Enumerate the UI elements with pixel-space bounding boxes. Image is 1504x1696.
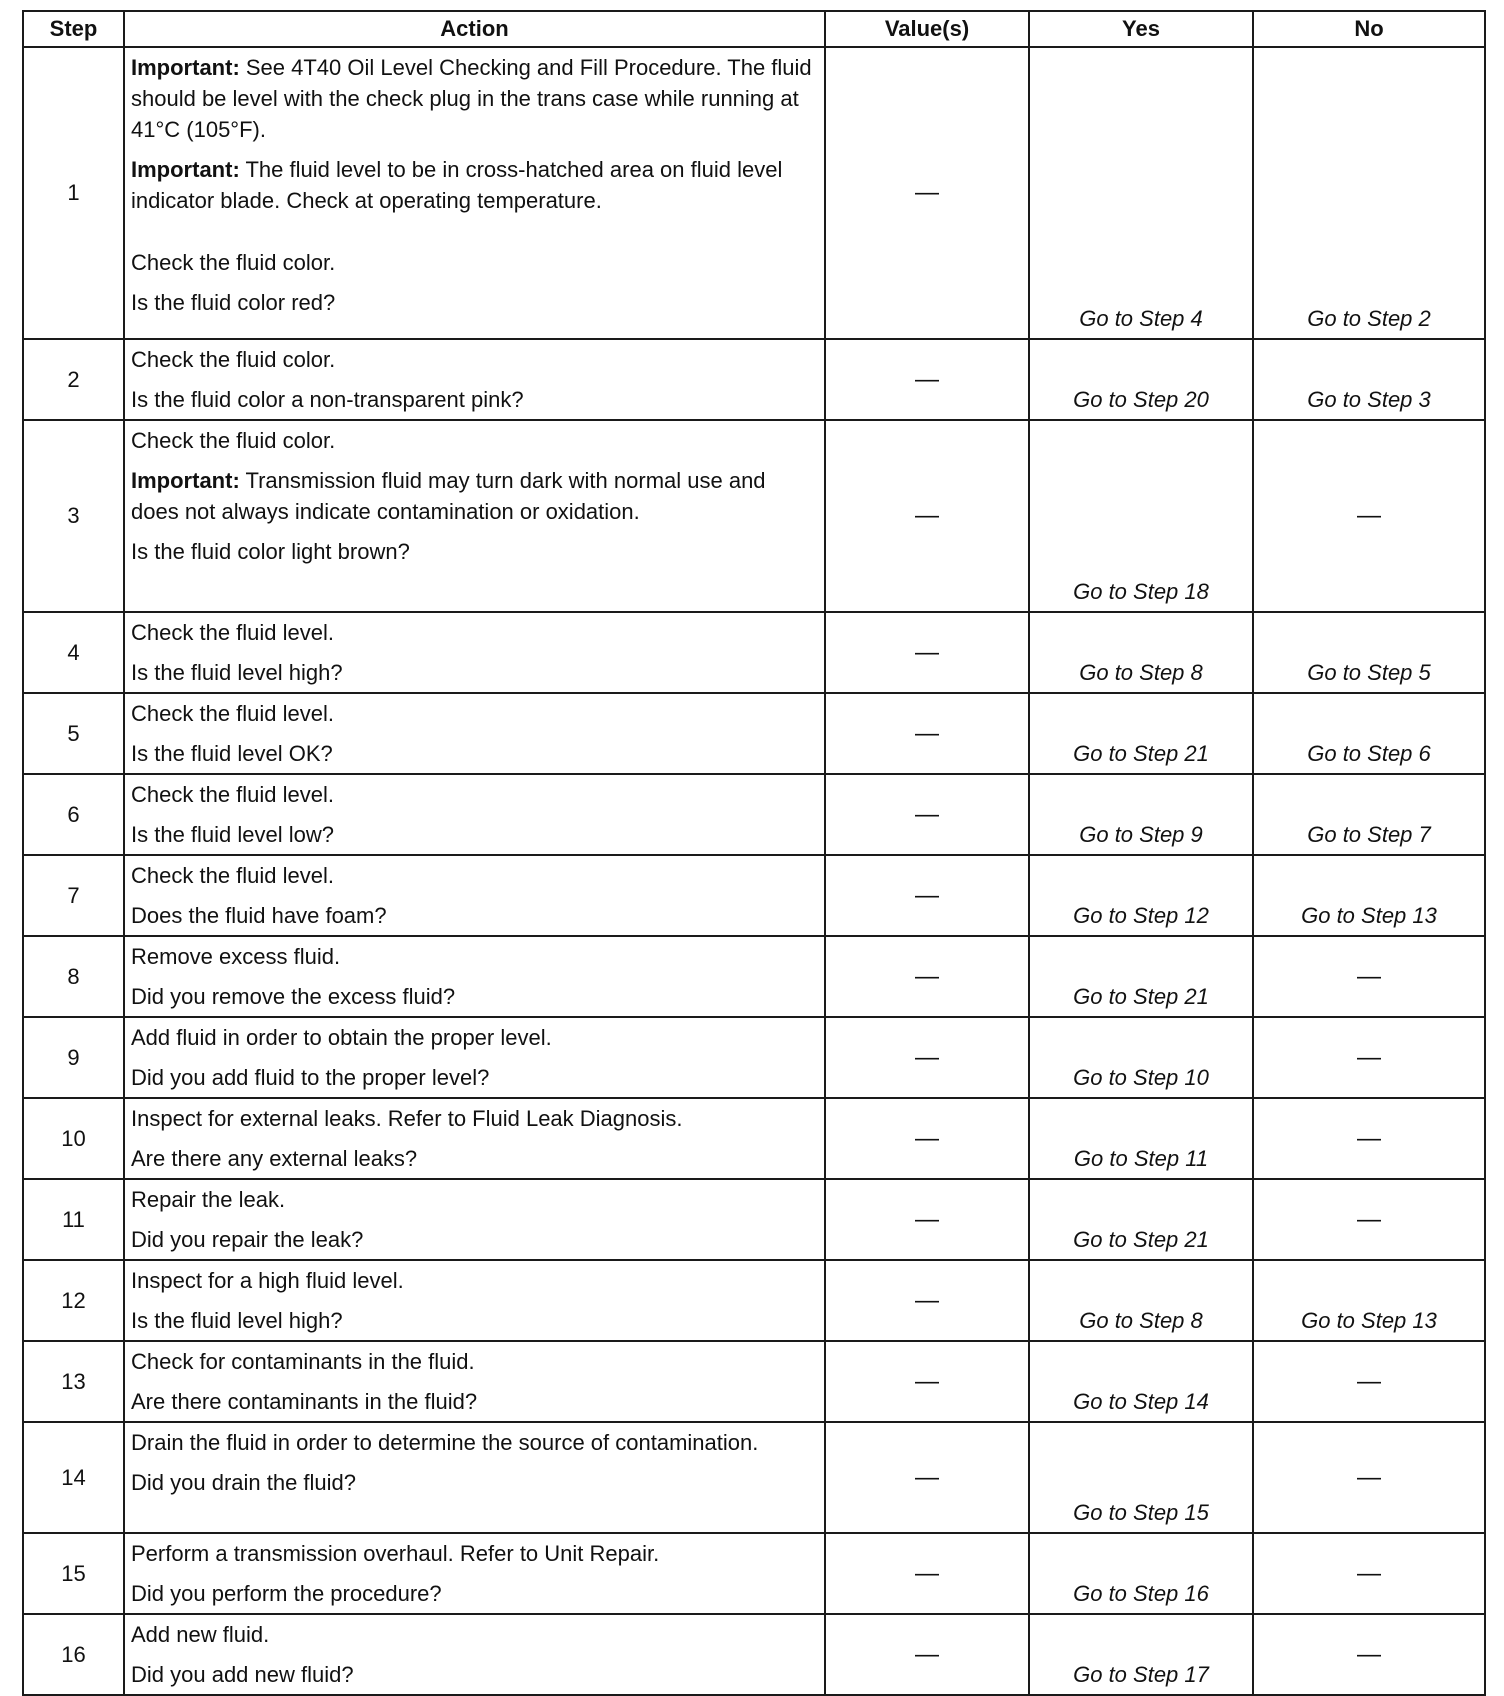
action-text: Remove excess fluid. — [131, 944, 341, 969]
question-text: Is the fluid level high? — [131, 660, 343, 685]
no-cell: Go to Step 13 — [1253, 855, 1485, 936]
action-cell — [124, 1341, 825, 1422]
action-cell — [124, 1179, 825, 1260]
important-note — [131, 52, 818, 145]
yes-cell: Go to Step 15 — [1029, 1422, 1253, 1533]
step-number: 12 — [23, 1260, 124, 1341]
header-step: Step — [23, 11, 124, 47]
table-row — [23, 612, 1485, 693]
header-values: Value(s) — [825, 11, 1029, 47]
action-cell — [124, 1017, 825, 1098]
table-row — [23, 774, 1485, 855]
value-cell: — — [825, 774, 1029, 855]
step-number: 4 — [23, 612, 124, 693]
step-number: 6 — [23, 774, 124, 855]
table-row — [23, 1341, 1485, 1422]
question-text: Did you drain the fluid? — [131, 1470, 357, 1495]
step-number: 9 — [23, 1017, 124, 1098]
action-cell — [124, 855, 825, 936]
question-text: Did you perform the procedure? — [131, 1581, 442, 1606]
yes-cell: Go to Step 21 — [1029, 693, 1253, 774]
step-number: 13 — [23, 1341, 124, 1422]
value-cell: — — [825, 1533, 1029, 1614]
action-text: Inspect for a high fluid level. — [131, 1268, 404, 1293]
yes-cell: Go to Step 16 — [1029, 1533, 1253, 1614]
action-text: Check the fluid color. — [131, 250, 336, 275]
question-text: Is the fluid color a non-transparent pink? — [131, 387, 524, 412]
table-row — [23, 1017, 1485, 1098]
question-text: Is the fluid level OK? — [131, 741, 333, 766]
step-number: 2 — [23, 339, 124, 420]
value-cell: — — [825, 693, 1029, 774]
question-text: Is the fluid level low? — [131, 822, 334, 847]
no-cell: Go to Step 3 — [1253, 339, 1485, 420]
step-number: 14 — [23, 1422, 124, 1533]
important-note — [131, 465, 818, 527]
no-cell: — — [1253, 1533, 1485, 1614]
action-text: Check for contaminants in the fluid. — [131, 1349, 475, 1374]
no-cell: — — [1253, 1422, 1485, 1533]
table-row — [23, 936, 1485, 1017]
value-cell: — — [825, 1017, 1029, 1098]
action-text: Check the fluid color. — [131, 347, 336, 372]
action-text: Add new fluid. — [131, 1622, 270, 1647]
action-cell — [124, 1260, 825, 1341]
important-note — [131, 154, 818, 216]
action-cell — [124, 774, 825, 855]
important-label: Important: — [131, 55, 240, 80]
step-number: 8 — [23, 936, 124, 1017]
table-row — [23, 1614, 1485, 1695]
yes-cell: Go to Step 10 — [1029, 1017, 1253, 1098]
diagnostic-table — [22, 10, 1486, 1696]
no-cell: — — [1253, 420, 1485, 612]
no-cell: — — [1253, 1098, 1485, 1179]
no-cell: — — [1253, 1341, 1485, 1422]
no-cell: — — [1253, 1179, 1485, 1260]
action-text: Perform a transmission overhaul. Refer to Unit Repair. — [131, 1541, 660, 1566]
action-cell — [124, 1422, 825, 1533]
value-cell: — — [825, 1098, 1029, 1179]
table-row — [23, 1260, 1485, 1341]
question-text: Is the fluid color light brown? — [131, 539, 410, 564]
table-row — [23, 693, 1485, 774]
action-text: Inspect for external leaks. Refer to Fluid Leak Diagnosis. — [131, 1106, 683, 1131]
action-text: Check the fluid level. — [131, 620, 334, 645]
no-cell: — — [1253, 1017, 1485, 1098]
table-row — [23, 47, 1485, 339]
action-cell — [124, 420, 825, 612]
table-row — [23, 1098, 1485, 1179]
step-number: 15 — [23, 1533, 124, 1614]
value-cell: — — [825, 936, 1029, 1017]
header-action: Action — [124, 11, 825, 47]
yes-cell: Go to Step 21 — [1029, 1179, 1253, 1260]
header-row — [23, 11, 1485, 47]
value-cell: — — [825, 1179, 1029, 1260]
table-row — [23, 855, 1485, 936]
question-text: Did you add fluid to the proper level? — [131, 1065, 490, 1090]
question-text: Did you repair the leak? — [131, 1227, 364, 1252]
table-row — [23, 1422, 1485, 1533]
table-row — [23, 420, 1485, 612]
action-cell — [124, 1098, 825, 1179]
value-cell: — — [825, 420, 1029, 612]
step-number: 11 — [23, 1179, 124, 1260]
action-cell — [124, 612, 825, 693]
important-text: The fluid level to be in cross-hatched area on fluid level indicator blade. Check at operating temperature. — [131, 157, 783, 213]
value-cell: — — [825, 1341, 1029, 1422]
action-text: Repair the leak. — [131, 1187, 286, 1212]
action-text: Drain the fluid in order to determine the source of contamination. — [131, 1430, 759, 1455]
yes-cell: Go to Step 8 — [1029, 612, 1253, 693]
step-number: 16 — [23, 1614, 124, 1695]
important-text: Transmission fluid may turn dark with normal use and does not always indicate contamination or oxidation. — [131, 468, 766, 524]
step-number: 10 — [23, 1098, 124, 1179]
no-cell: Go to Step 6 — [1253, 693, 1485, 774]
diagnostic-table-sheet — [22, 10, 1486, 1696]
important-text: See 4T40 Oil Level Checking and Fill Procedure. The fluid should be level with the check plug in the trans case while running at 41°C (105°F). — [131, 55, 812, 142]
value-cell: — — [825, 339, 1029, 420]
yes-cell: Go to Step 9 — [1029, 774, 1253, 855]
action-cell — [124, 47, 825, 339]
yes-cell: Go to Step 14 — [1029, 1341, 1253, 1422]
important-label: Important: — [131, 468, 240, 493]
action-text: Check the fluid level. — [131, 782, 334, 807]
yes-cell: Go to Step 17 — [1029, 1614, 1253, 1695]
table-row — [23, 1179, 1485, 1260]
table-row — [23, 339, 1485, 420]
action-cell — [124, 339, 825, 420]
action-text: Add fluid in order to obtain the proper level. — [131, 1025, 552, 1050]
question-text: Did you remove the excess fluid? — [131, 984, 456, 1009]
yes-cell: Go to Step 11 — [1029, 1098, 1253, 1179]
value-cell: — — [825, 855, 1029, 936]
yes-cell: Go to Step 20 — [1029, 339, 1253, 420]
yes-cell: Go to Step 21 — [1029, 936, 1253, 1017]
step-number: 7 — [23, 855, 124, 936]
yes-cell: Go to Step 8 — [1029, 1260, 1253, 1341]
yes-cell: Go to Step 12 — [1029, 855, 1253, 936]
value-cell: — — [825, 1422, 1029, 1533]
step-number: 3 — [23, 420, 124, 612]
question-text: Is the fluid color red? — [131, 290, 336, 315]
action-text: Check the fluid color. — [131, 428, 336, 453]
no-cell: Go to Step 2 — [1253, 47, 1485, 339]
table-row — [23, 1533, 1485, 1614]
action-cell — [124, 1614, 825, 1695]
yes-cell: Go to Step 4 — [1029, 47, 1253, 339]
question-text: Does the fluid have foam? — [131, 903, 387, 928]
question-text: Is the fluid level high? — [131, 1308, 343, 1333]
value-cell: — — [825, 1614, 1029, 1695]
action-cell — [124, 693, 825, 774]
no-cell: — — [1253, 1614, 1485, 1695]
value-cell: — — [825, 1260, 1029, 1341]
action-cell — [124, 1533, 825, 1614]
header-yes: Yes — [1029, 11, 1253, 47]
important-label: Important: — [131, 157, 240, 182]
no-cell: Go to Step 7 — [1253, 774, 1485, 855]
value-cell: — — [825, 612, 1029, 693]
no-cell: Go to Step 13 — [1253, 1260, 1485, 1341]
action-text: Check the fluid level. — [131, 863, 334, 888]
no-cell: Go to Step 5 — [1253, 612, 1485, 693]
question-text: Are there any external leaks? — [131, 1146, 418, 1171]
yes-cell: Go to Step 18 — [1029, 420, 1253, 612]
step-number: 1 — [23, 47, 124, 339]
action-cell — [124, 936, 825, 1017]
no-cell: — — [1253, 936, 1485, 1017]
header-no: No — [1253, 11, 1485, 47]
action-text: Check the fluid level. — [131, 701, 334, 726]
question-text: Did you add new fluid? — [131, 1662, 354, 1687]
step-number: 5 — [23, 693, 124, 774]
value-cell: — — [825, 47, 1029, 339]
question-text: Are there contaminants in the fluid? — [131, 1389, 478, 1414]
